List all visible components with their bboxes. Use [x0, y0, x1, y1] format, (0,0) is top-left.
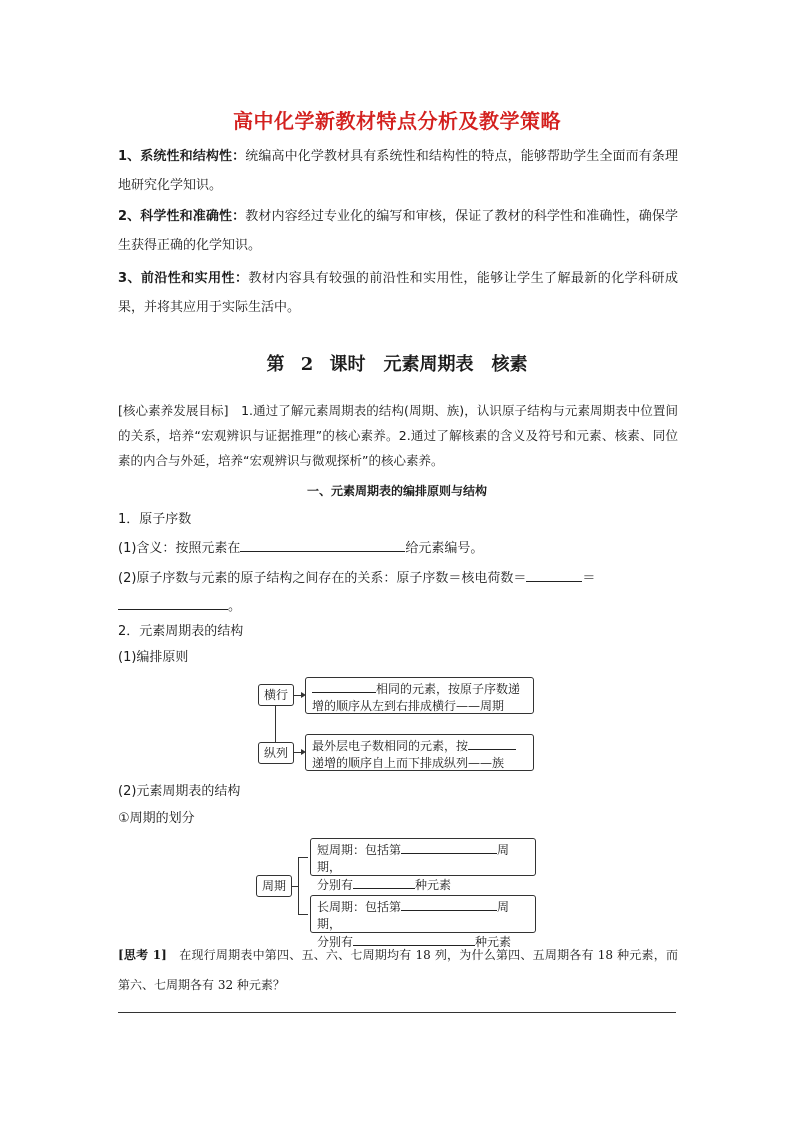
long-period-text-b: 周期，: [317, 900, 510, 931]
brace-bottom: [298, 914, 308, 915]
relation-blank-1[interactable]: [526, 567, 582, 582]
think-text: 在现行周期表中第四、五、六、七周期均有 18 列，为什么第四、五周期各有 18 种元素，而第六、七周期各有 32 种元素？: [118, 948, 678, 992]
think-tag: [思考 1]: [118, 948, 167, 962]
long-period-text-c: 分别有: [317, 935, 354, 949]
main-title: 高中化学新教材特点分析及教学策略: [233, 109, 561, 133]
row-rule-box: [305, 677, 534, 714]
period-label-box: 周期: [256, 875, 292, 897]
answer-line[interactable]: [118, 1012, 676, 1013]
brace-top: [298, 857, 308, 858]
core-goal-paragraph: [核心素养发展目标] 1.通过了解元素周期表的结构(周期、族)，认识原子结构与元素周期表中位置间的关系，培养“宏观辨识与证据推理”的核心素养。2.通过了解核素的含义及符号和元素、核素、同位素的内合与外延，培养“宏观辨识与微观探析”的核心素养。: [118, 403, 678, 468]
short-period-text-a: 短周期：包括第: [317, 843, 402, 857]
point-2: [118, 202, 678, 260]
connector-vertical: [275, 706, 276, 742]
point-3-text: 教材内容具有较强的前沿性和实用性，能够让学生了解最新的化学科研成果，并将其应用于实际生活中。: [118, 271, 678, 315]
atomic-number-heading: 1．原子序数: [118, 512, 192, 527]
row-rule-text-a: 相同的元素，按原子序数递: [376, 682, 521, 696]
relation-line: [118, 567, 595, 589]
row-rule-text-b: 增的顺序从左到右排成横行——周期: [312, 699, 505, 713]
column-rule-blank[interactable]: [468, 737, 516, 750]
column-rule-box: [305, 734, 534, 771]
meaning-blank[interactable]: [240, 537, 405, 552]
row-rule-blank[interactable]: [312, 680, 376, 693]
rule-heading: (1)编排原则: [118, 650, 189, 665]
section-heading: 一、元素周期表的编排原则与结构: [306, 484, 487, 498]
short-period-text-b: 周期，: [317, 843, 510, 874]
period-heading: ①周期的划分: [118, 811, 195, 826]
meaning-prefix: (1)含义：按照元素在: [118, 541, 241, 556]
lesson-title: 第 2 课时 元素周期表 核素: [266, 354, 528, 375]
short-period-blank-1[interactable]: [401, 841, 497, 854]
long-period-text-d: 种元素: [475, 935, 512, 949]
point-2-lead: 2、科学性和准确性：: [118, 209, 246, 224]
think-question: [118, 940, 678, 1000]
point-1-lead: 1、系统性和结构性：: [118, 149, 246, 164]
relation-blank-2[interactable]: [118, 595, 228, 610]
long-period-text-a: 长周期：包括第: [317, 900, 402, 914]
point-1: [118, 142, 678, 200]
short-period-box: [310, 838, 536, 892]
long-period-box: [310, 895, 536, 949]
long-period-blank-1[interactable]: [401, 898, 497, 911]
column-label-box: 纵列: [258, 742, 294, 764]
point-2-text: 教材内容经过专业化的编写和审核，保证了教材的科学性和准确性，确保学生获得正确的化学知识。: [118, 209, 678, 253]
structure-heading: 2．元素周期表的结构: [118, 624, 244, 639]
table-heading: (2)元素周期表的结构: [118, 784, 241, 799]
brace-vertical: [298, 857, 299, 915]
point-3: [118, 264, 678, 322]
column-rule-text-b: 递增的顺序自上而下排成纵列——族: [312, 756, 505, 770]
column-rule-text-a: 最外层电子数相同的元素，按: [312, 739, 469, 753]
relation-end: 。: [228, 599, 242, 614]
row-label-box: 横行: [258, 684, 294, 706]
short-period-text-d: 种元素: [415, 878, 452, 892]
point-3-lead: 3、前沿性和实用性：: [118, 271, 249, 286]
point-1-text: 统编高中化学教材具有系统性和结构性的特点，能够帮助学生全面而有条理地研究化学知识。: [118, 149, 678, 193]
relation-eq: ＝: [582, 571, 596, 586]
relation-line-2: [118, 595, 241, 617]
relation-prefix: (2)原子序数与元素的原子结构之间存在的关系：原子序数＝核电荷数＝: [118, 571, 527, 586]
short-period-blank-2[interactable]: [353, 876, 415, 889]
short-period-text-c: 分别有: [317, 878, 354, 892]
meaning-suffix: 给元素编号。: [405, 541, 484, 556]
meaning-line: [118, 537, 483, 559]
